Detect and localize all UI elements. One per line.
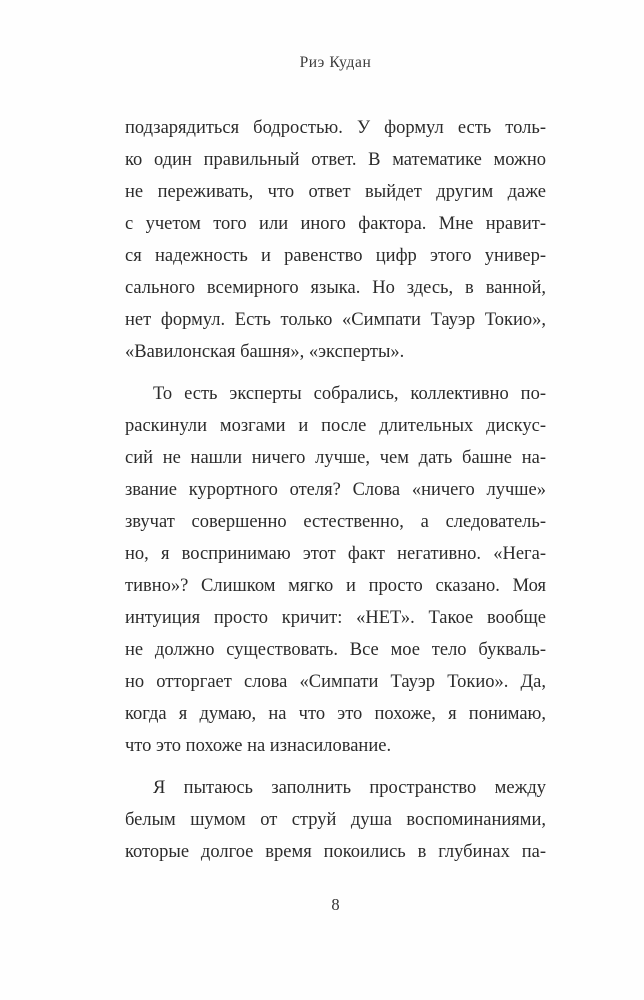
text-line: не должно существовать. Все мое тело букваль- — [125, 640, 546, 660]
text-line: но, я воспринимаю этот факт негативно. «Нега- — [125, 544, 546, 564]
text-line: нет формул. Есть только «Симпати Тауэр Токио», — [125, 310, 546, 330]
text-line: с учетом того или иного фактора. Мне нравит- — [125, 214, 546, 234]
text-line-paragraph-start: Я пытаюсь заполнить пространство между — [153, 778, 546, 798]
page-number: 8 — [331, 895, 340, 914]
text-line: не переживать, что ответ выйдет другим даже — [125, 182, 546, 202]
text-line-paragraph-end: что это похоже на изнасилование. — [125, 736, 392, 756]
text-line-paragraph-end: «Вавилонская башня», «эксперты». — [125, 342, 405, 362]
text-line: когда я думаю, на что это похоже, я понимаю, — [125, 704, 546, 724]
text-line: ся надежность и равенство цифр этого универ- — [125, 246, 546, 266]
text-line: тивно»? Слишком мягко и просто сказано. Моя — [125, 576, 546, 596]
body-text — [125, 112, 546, 868]
text-line: но отторгает слова «Симпати Тауэр Токио». Да, — [125, 672, 546, 692]
text-line: сального всемирного языка. Но здесь, в ванной, — [125, 278, 546, 298]
text-line: которые долгое время покоились в глубинах па- — [125, 842, 546, 862]
text-line: раскинули мозгами и после длительных дискус- — [125, 416, 546, 436]
text-line: ко один правильный ответ. В математике можно — [125, 150, 546, 170]
text-line-paragraph-start: То есть эксперты собрались, коллективно по- — [153, 384, 546, 404]
text-line: звучат совершенно естественно, а следователь- — [125, 512, 546, 532]
text-line: белым шумом от струй душа воспоминаниями, — [125, 810, 546, 830]
text-line: звание курортного отеля? Слова «ничего лучше» — [125, 480, 546, 500]
text-line: интуиция просто кричит: «НЕТ». Такое вообще — [125, 608, 546, 628]
running-header-author: Риэ Кудан — [299, 54, 372, 71]
text-line: подзарядиться бодростью. У формул есть толь- — [125, 118, 546, 138]
text-line: сий не нашли ничего лучше, чем дать башне на- — [125, 448, 546, 468]
